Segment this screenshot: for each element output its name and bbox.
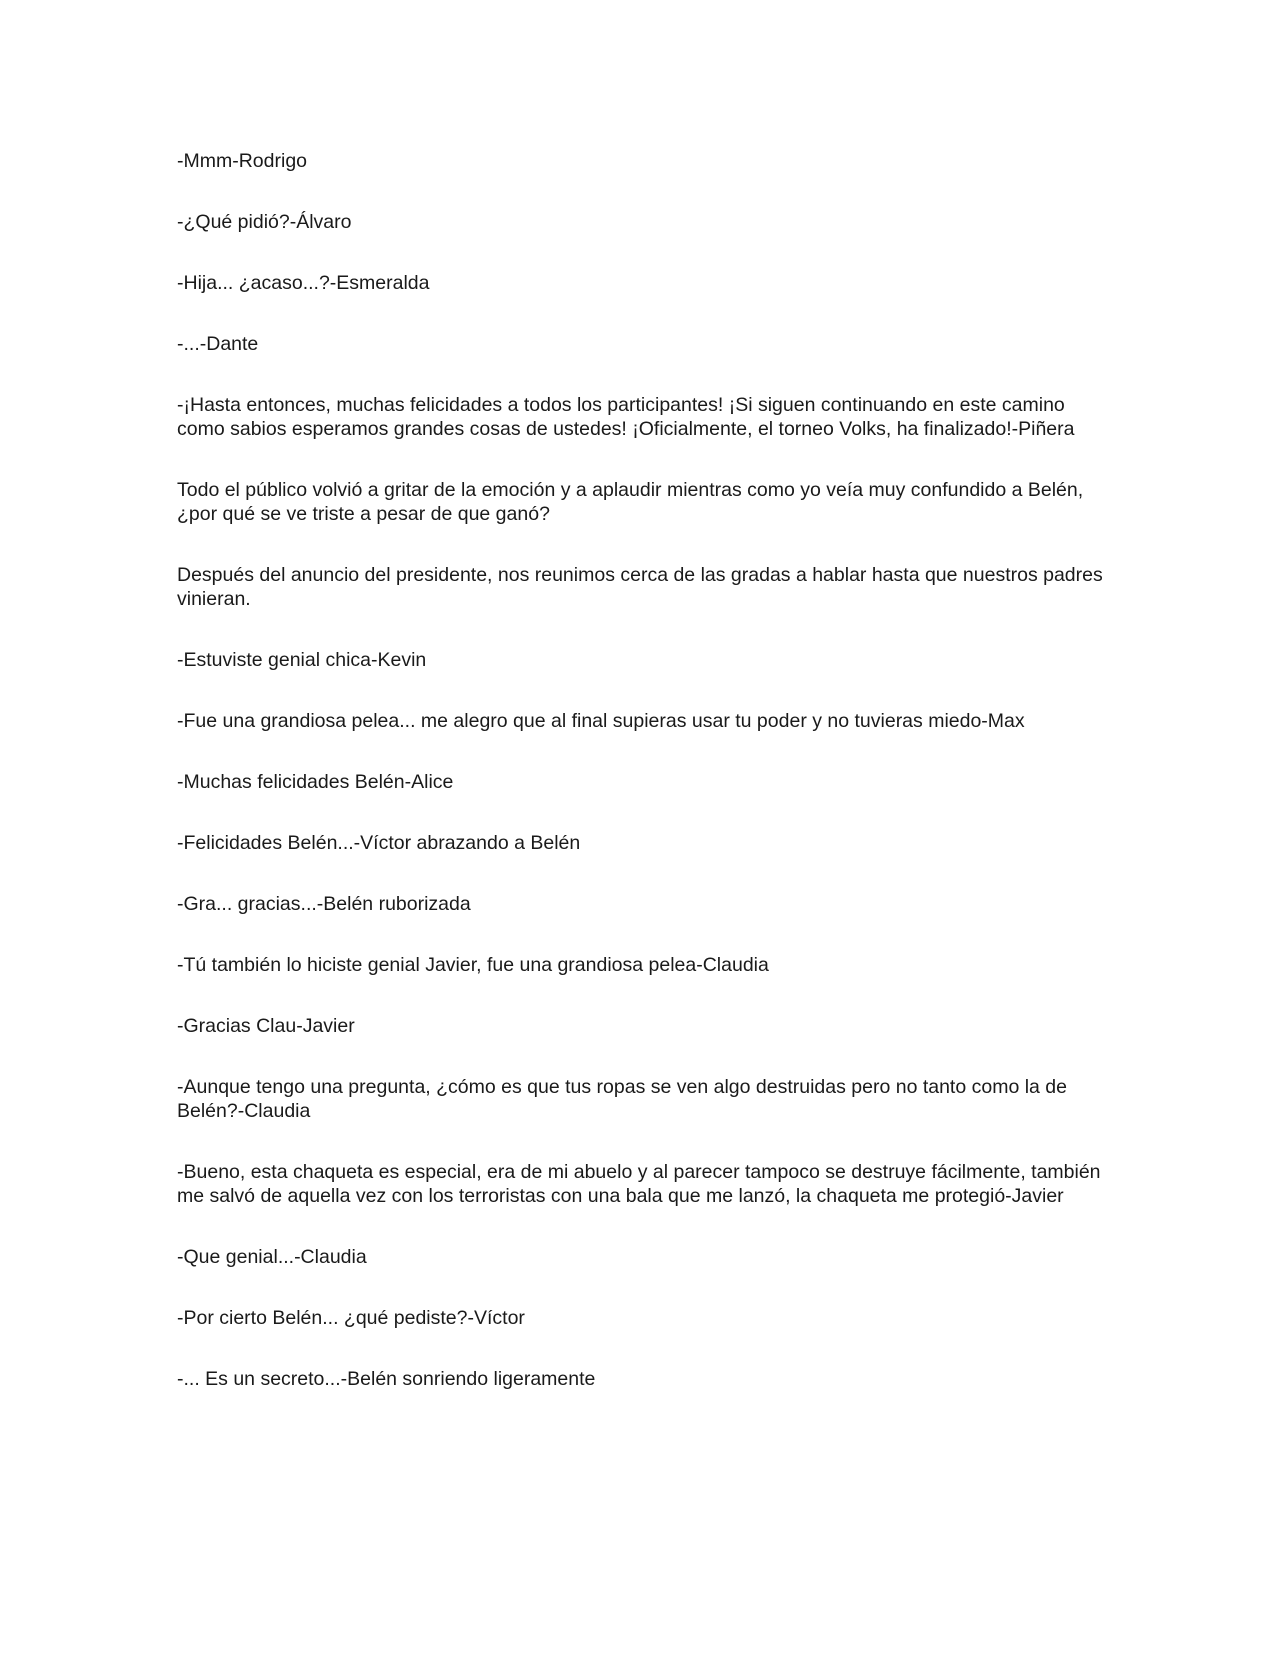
paragraph: -Mmm-Rodrigo: [177, 150, 308, 172]
paragraph: -Bueno, esta chaqueta es especial, era de mi abuelo y al parecer tampoco se destruye fácilmente, también me salvó de aquella vez con los terroristas con una bala que me lanzó, la chaqueta me protegió-Javier: [177, 1161, 1101, 1207]
paragraph: -Tú también lo hiciste genial Javier, fue una grandiosa pelea-Claudia: [177, 954, 769, 976]
paragraph: -Muchas felicidades Belén-Alice: [177, 771, 454, 793]
paragraph: -Gracias Clau-Javier: [177, 1015, 355, 1037]
paragraph: -¡Hasta entonces, muchas felicidades a todos los participantes! ¡Si siguen continuando en este camino como sabios esperamos grandes cosas de ustedes! ¡Oficialmente, el torneo Volks, ha finalizado!-Piñera: [177, 394, 1075, 440]
paragraph: Todo el público volvió a gritar de la emoción y a aplaudir mientras como yo veía muy confundido a Belén, ¿por qué se ve triste a pesar de que ganó?: [177, 479, 1084, 525]
paragraph: -Estuviste genial chica-Kevin: [177, 649, 427, 671]
paragraph: -... Es un secreto...-Belén sonriendo ligeramente: [177, 1368, 596, 1390]
paragraph: -¿Qué pidió?-Álvaro: [177, 211, 352, 233]
paragraph: -Hija... ¿acaso...?-Esmeralda: [177, 272, 430, 294]
paragraph: -Aunque tengo una pregunta, ¿cómo es que tus ropas se ven algo destruidas pero no tanto como la de Belén?-Claudia: [177, 1076, 1068, 1122]
paragraph: -Felicidades Belén...-Víctor abrazando a Belén: [177, 832, 581, 854]
paragraph: -Por cierto Belén... ¿qué pediste?-Víctor: [177, 1307, 525, 1329]
document-body: [177, 149, 1107, 1428]
paragraph: -Que genial...-Claudia: [177, 1246, 367, 1268]
paragraph: -Gra... gracias...-Belén ruborizada: [177, 893, 471, 915]
paragraph: -Fue una grandiosa pelea... me alegro que al final supieras usar tu poder y no tuvieras miedo-Max: [177, 710, 1025, 732]
paragraph: Después del anuncio del presidente, nos reunimos cerca de las gradas a hablar hasta que nuestros padres vinieran.: [177, 564, 1103, 610]
paragraph: -...-Dante: [177, 333, 259, 355]
